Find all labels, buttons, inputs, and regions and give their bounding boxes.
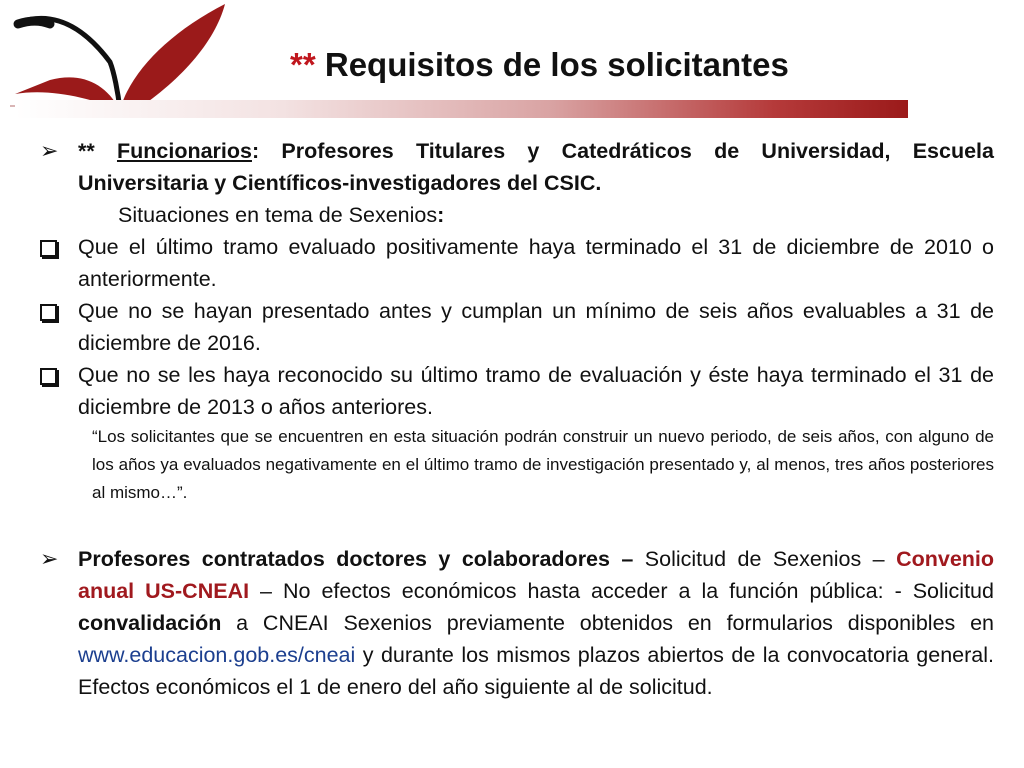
title-stars: ** — [290, 46, 316, 83]
quote-paragraph: “Los solicitantes que se encuentren en esta situación podrán construir un nuevo periodo, de seis años, con alguno de los años ya evaluados negativamente en el último tramo de investigación presentado y, al menos, tres años posteriores al mismo…”. — [92, 427, 994, 502]
funcionarios-text: Profesores Titulares y Catedráticos de Universidad, Escuela Universitaria y Científicos-investigadores del CSIC. — [78, 139, 994, 195]
condition-text: Que el último tramo evaluado positivamente haya terminado el 31 de diciembre de 2010 o anteriormente. — [78, 235, 994, 291]
cneai-link[interactable]: www.educacion.gob.es/cneai — [78, 643, 356, 667]
funcionarios-stars: ** — [78, 139, 117, 163]
checkbox-bullet-icon — [40, 231, 70, 266]
title-underline-bar — [15, 100, 908, 118]
line2-post: a CNEAI Sexenios previamente obtenidos en formularios disponibles en — [221, 611, 994, 635]
title-text: Requisitos de los solicitantes — [324, 46, 789, 83]
condition-text: Que no se hayan presentado antes y cumplan un mínimo de seis años evaluables a 31 de diciembre de 2016. — [78, 299, 994, 355]
convenio-label: Convenio anual US-CNEAI — [78, 547, 995, 603]
convalidacion-label: convalidación — [78, 611, 222, 635]
line2-end: y durante los mismos plazos abiertos de la convocatoria general. Efectos económicos el 1 de enero del año siguiente al de solicitud. — [78, 643, 994, 699]
checkbox-bullet-icon — [40, 295, 70, 330]
bullet-contratados — [40, 543, 994, 703]
contratados-bold: Profesores contratados doctores y colaboradores — [78, 547, 610, 571]
no-efectos-text: – No efectos económicos hasta acceder a la función pública: — [249, 579, 884, 603]
bullet-funcionarios — [40, 135, 994, 199]
condition-item — [40, 359, 994, 423]
arrow-bullet-icon: ➢ — [40, 546, 59, 571]
situaciones-colon: : — [437, 203, 445, 227]
funcionarios-label: Funcionarios — [116, 139, 252, 163]
condition-item — [40, 295, 994, 359]
situaciones-text: Situaciones en tema de Sexenios — [118, 203, 438, 227]
situaciones-line — [40, 199, 994, 231]
line2-pre: - Solicitud — [894, 579, 994, 603]
checkbox-bullet-icon — [40, 359, 70, 394]
slide-body — [40, 135, 994, 703]
condition-item — [40, 231, 994, 295]
arrow-bullet-icon: ➢ — [40, 138, 59, 163]
condition-text: Que no se les haya reconocido su último tramo de evaluación y éste haya terminado el 31 de diciembre de 2013 o años anteriores. — [78, 363, 994, 419]
funcionarios-colon: : — [251, 139, 282, 163]
page-title — [290, 46, 789, 84]
contratados-dash: – — [609, 547, 645, 571]
contratados-solicitud: Solicitud de Sexenios – — [644, 547, 897, 571]
